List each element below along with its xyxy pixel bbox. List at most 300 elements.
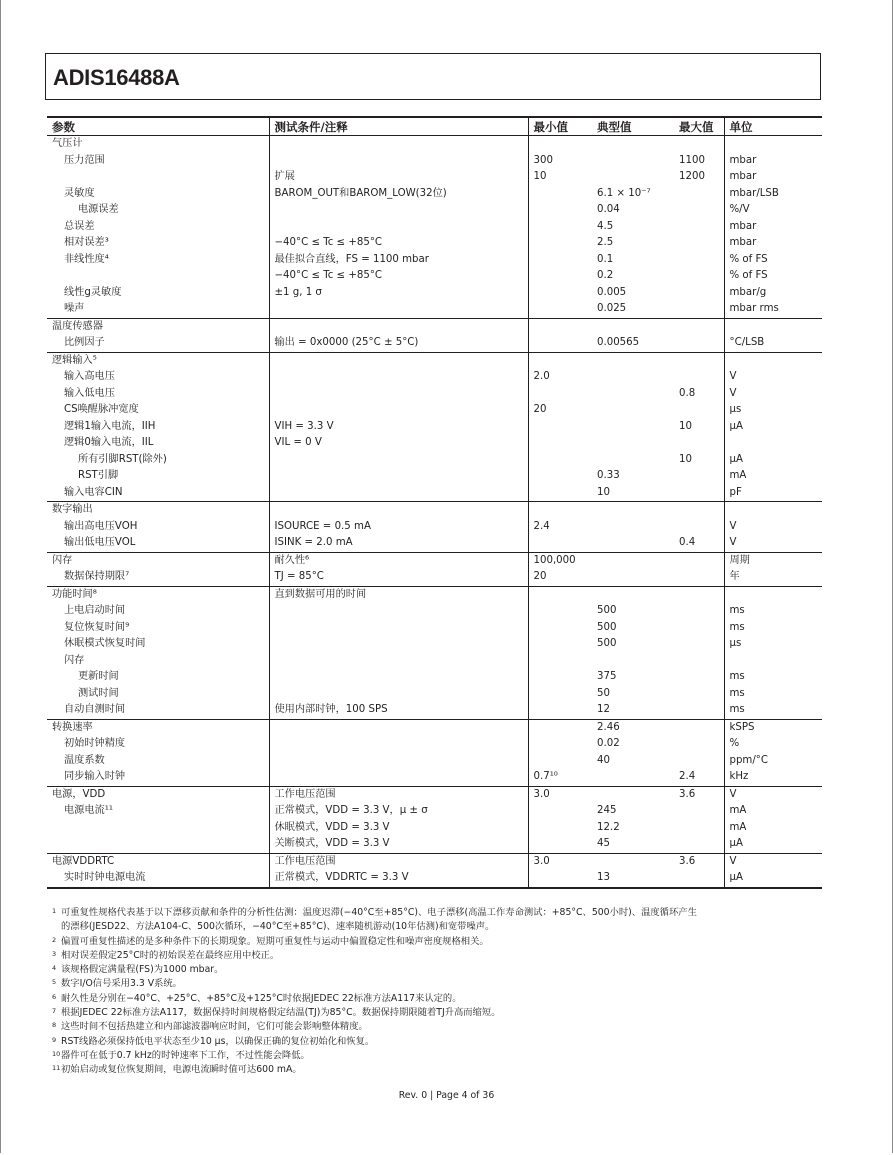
cell-unit: % of FS [724,268,822,285]
cell-parameter [47,836,269,853]
table-row [47,569,822,586]
cell-conditions: VIL = 0 V [269,435,528,452]
cell-typ [592,586,674,603]
cell-unit: mbar/LSB [724,186,822,203]
cell-conditions: ISINK = 2.0 mA [269,535,528,552]
table-row [47,836,822,853]
table-row [47,769,822,786]
cell-typ [592,386,674,403]
cell-unit: V [724,535,822,552]
cell-min: 2.0 [528,369,592,386]
cell-conditions [269,202,528,219]
cell-typ: 0.005 [597,286,627,298]
table-row [47,268,822,285]
cell-max [674,870,724,888]
cell-typ: 375 [597,671,617,682]
cell-min [528,318,592,335]
cell-parameter: 比例因子 [47,335,269,352]
footnote [52,1006,832,1020]
cell-min [528,686,592,703]
table-row [47,620,822,637]
cell-typ [592,653,674,670]
cell-parameter: 休眠模式恢复时间 [64,638,146,649]
cell-typ: 50 [597,687,610,699]
footnote-text: 初始启动或复位恢复期间，电源电流瞬时值可达600 mA。 [61,1064,302,1076]
cell-max: 1200 [679,171,705,182]
table-row [47,535,822,552]
cell-min [528,186,592,203]
cell-unit: mA [724,820,822,837]
cell-typ [592,169,674,186]
cell-min [528,136,592,153]
cell-max: 0.8 [679,387,696,399]
cell-typ [592,519,674,536]
cell-parameter: CS唤醒脉冲宽度 [64,404,139,415]
table-row [47,186,822,203]
cell-parameter: 线性g灵敏度 [64,286,122,298]
cell-parameter: 数据保持期限⁷ [47,569,269,586]
cell-parameter: 输出低电压VOL [47,535,269,552]
cell-conditions [269,620,528,637]
cell-min [528,452,592,469]
cell-parameter [47,169,269,186]
footnote-text: 器件可在低于0.7 kHz的时钟速率下工作，不过性能会降低。 [61,1049,310,1061]
cell-min [528,386,592,403]
cell-max [674,235,724,252]
cell-unit: mbar/g [724,285,822,302]
cell-unit: mbar [724,219,822,236]
cell-min [528,719,592,736]
cell-unit: V [724,853,822,870]
footnote-text: 根据JEDEC 22标准方法A117，数据保持时间规格假定结温(TJ)为85°C。数据保持期限随着TJ升高而缩短。 [61,1007,501,1019]
cell-parameter: 闪存 [64,654,85,666]
cell-unit [724,318,822,335]
col-header-parameter: 参数 [47,117,269,136]
document-title: ADIS16488A [53,65,180,90]
table-row [47,636,822,653]
cell-typ: 0.33 [597,470,620,481]
cell-max [674,136,724,153]
cell-unit: 周期 [724,552,822,569]
cell-max [674,468,724,485]
footnote [52,963,832,977]
cell-conditions [269,736,528,753]
cell-max [674,402,724,419]
cell-parameter: 输出高电压VOH [64,520,138,532]
footnote-number: 11 [52,1064,61,1073]
cell-unit: kSPS [724,719,822,736]
cell-min [528,352,592,369]
cell-max [674,586,724,603]
cell-unit: % [724,736,822,753]
cell-unit: ppm/°C [724,753,822,770]
cell-typ: 6.1 × 10⁻⁷ [597,187,651,199]
cell-max [674,569,724,586]
cell-conditions [269,318,528,335]
table-row [47,853,822,870]
cell-min [528,301,592,318]
cell-typ: 500 [597,638,617,649]
cell-unit: mbar rms [724,301,822,318]
table-row [47,235,822,252]
cell-conditions: −40°C ≤ Tc ≤ +85°C [269,268,528,285]
col-header-conditions: 测试条件/注释 [269,117,528,136]
cell-unit [724,653,822,670]
cell-conditions: 扩展 [269,169,528,186]
cell-parameter: 同步输入时钟 [47,769,269,786]
footnote-text: 偏置可重复性描述的是多种条件下的长期现象。短期可重复性与运动中偏置稳定性和噪声密度规格相关。 [61,935,489,947]
cell-min [528,803,592,820]
footnote-number: 1 [52,907,57,915]
table-row [47,485,822,502]
cell-conditions: 最佳拟合直线，FS = 1100 mbar [269,252,528,269]
cell-conditions [269,219,528,236]
footnote-text: 的漂移(JESD22、方法A104-C、500次循环，−40°C至+85°C)、速率随机游动(10年估测)和宽带噪声。 [61,921,495,933]
cell-unit: ms [724,620,822,637]
cell-unit: % of FS [724,252,822,269]
cell-conditions [269,502,528,519]
cell-min [528,235,592,252]
footnote-number: 9 [52,1035,57,1044]
cell-unit: µs [724,402,822,419]
cell-conditions: ±1 g, 1 σ [269,285,528,302]
cell-max [674,736,724,753]
cell-parameter: 总误差 [64,220,95,232]
cell-conditions [269,686,528,703]
cell-unit: mbar [724,169,822,186]
cell-max [674,318,724,335]
footnote-text: RST线路必须保持低电平状态至少10 µs，以确保正确的复位初始化和恢复。 [61,1035,375,1047]
cell-parameter: 实时时钟电源电流 [47,870,269,888]
cell-min: 0.7¹⁰ [528,769,592,786]
cell-unit: V [724,786,822,803]
footnote-text: 这些时间不包括热建立和内部滤波器响应时间，它们可能会影响整体精度。 [61,1021,368,1033]
cell-parameter: 温度系数 [64,754,105,766]
footnote-number: 2 [52,935,57,944]
cell-parameter: RST引脚 [78,470,119,481]
table-row [47,586,822,603]
footnote [52,1063,832,1077]
cell-max [674,268,724,285]
footnote [52,1049,832,1063]
cell-max: 0.4 [674,535,724,552]
cell-parameter: 测试时间 [78,687,119,699]
table-row [47,318,822,335]
footnote [52,906,832,920]
table-row [47,369,822,386]
cell-conditions [269,402,528,419]
cell-parameter: 输入电容CIN [47,485,269,502]
cell-min: 3.0 [528,786,592,803]
cell-parameter: 相对误差³ [64,237,109,248]
footnote-text: 耐久性是分别在−40°C、+25°C、+85°C及+125°C时依据JEDEC 22标准方法A117来认定的。 [61,992,462,1004]
table-row [47,468,822,485]
cell-max [674,603,724,620]
footnote [52,992,832,1006]
table-row [47,335,822,352]
table-row [47,669,822,686]
cell-conditions: BAROM_OUT和BAROM_LOW(32位) [269,186,528,203]
cell-parameter: 初始时钟精度 [64,738,126,749]
cell-parameter: 自动自测时间 [47,702,269,719]
cell-typ: 0.1 [597,253,614,265]
cell-max [674,669,724,686]
table-row [47,803,822,820]
cell-typ: 45 [592,836,674,853]
cell-max [674,753,724,770]
cell-typ: 4.5 [597,220,614,232]
cell-parameter: 功能时间⁸ [52,588,97,600]
cell-conditions [269,636,528,653]
cell-max [674,803,724,820]
cell-unit: ms [724,669,822,686]
cell-conditions: TJ = 85°C [269,569,528,586]
page-footer: Rev. 0 | Page 4 of 36 [398,1090,495,1101]
cell-parameter [47,820,269,837]
footnote [52,977,832,991]
cell-max [674,519,724,536]
cell-max [674,435,724,452]
cell-min: 3.0 [528,853,592,870]
cell-unit: µs [724,636,822,653]
cell-max: 3.6 [679,788,696,800]
cell-typ: 0.04 [597,204,620,215]
cell-typ: 0.2 [597,270,614,281]
cell-min [528,836,592,853]
cell-max: 3.6 [679,855,696,867]
cell-max: 2.4 [674,769,724,786]
cell-parameter: 输入低电压 [64,387,115,399]
cell-parameter: 灵敏度 [64,187,95,199]
cell-typ: 500 [597,605,617,616]
cell-min [528,653,592,670]
cell-parameter: 噪声 [47,301,269,318]
cell-unit: V [724,369,822,386]
cell-min [528,669,592,686]
table-row [47,719,822,736]
cell-unit [724,586,822,603]
footnote-text: 相对误差假定25°C时的初始误差在最终应用中校正。 [61,949,280,961]
cell-min: 300 [528,153,592,170]
col-header-min: 最小值 [528,117,592,136]
cell-typ: 2.46 [597,721,620,733]
cell-parameter: 复位恢复时间⁹ [64,621,130,633]
cell-unit: kHz [724,769,822,786]
table-row [47,786,822,803]
cell-typ: 2.5 [597,237,614,248]
cell-typ: 13 [592,870,674,888]
cell-unit: ms [724,603,822,620]
cell-conditions: 正常模式，VDD = 3.3 V，μ ± σ [269,803,528,820]
footnote [52,949,832,963]
table-row [47,686,822,703]
cell-typ [592,502,674,519]
cell-unit: ms [724,686,822,703]
cell-typ [592,369,674,386]
cell-unit: mbar [724,235,822,252]
table-row [47,169,822,186]
cell-typ [592,352,674,369]
cell-conditions: 休眠模式，VDD = 3.3 V [269,820,528,837]
table-row [47,653,822,670]
cell-max [674,369,724,386]
cell-typ [592,853,674,870]
cell-min [528,335,592,352]
cell-parameter [47,268,269,285]
col-header-typ: 典型值 [592,117,674,136]
cell-unit [724,136,822,153]
cell-max [674,653,724,670]
table-row [47,202,822,219]
footnote-number: 10 [52,1049,61,1058]
cell-parameter: 输入高电压 [64,371,115,382]
cell-parameter: 逻辑输入⁵ [52,354,97,366]
footnote-number: 8 [52,1021,57,1030]
cell-parameter: 非线性度⁴ [64,253,109,265]
cell-typ: 500 [597,621,617,633]
cell-typ: 10 [592,485,674,502]
cell-unit: pF [724,485,822,502]
footnote-number: 5 [52,978,57,987]
cell-unit: µA [724,870,822,888]
table-row [47,820,822,837]
cell-unit [724,352,822,369]
cell-max [674,719,724,736]
cell-unit: %/V [724,202,822,219]
cell-conditions: −40°C ≤ Tc ≤ +85°C [269,235,528,252]
table-row [47,753,822,770]
cell-unit [724,435,822,452]
cell-unit: µA [724,452,822,469]
cell-max: 10 [679,420,692,432]
table-row [47,301,822,318]
cell-conditions [269,369,528,386]
cell-parameter: 逻辑0输入电流，IIL [64,437,154,448]
cell-min: 100,000 [528,552,592,569]
cell-conditions [269,386,528,403]
cell-max [674,485,724,502]
cell-typ [592,452,674,469]
cell-max [674,352,724,369]
cell-max: 10 [679,453,692,465]
cell-parameter: 电源VDDRTC [52,855,115,867]
cell-conditions [269,468,528,485]
cell-unit: °C/LSB [724,335,822,352]
cell-min [528,219,592,236]
cell-typ: 0.02 [597,738,620,749]
cell-unit: V [724,519,822,536]
cell-typ [592,569,674,586]
cell-max [674,285,724,302]
cell-parameter: 逻辑1输入电流，IIH [64,420,156,432]
footnote [52,1020,832,1034]
cell-typ [592,136,674,153]
cell-min: 20 [528,402,592,419]
cell-min [528,202,592,219]
cell-min [528,603,592,620]
cell-conditions [269,485,528,502]
col-header-unit: 单位 [724,117,822,136]
cell-parameter: 气压计 [52,138,83,149]
cell-typ [592,552,674,569]
footnote-text: 可重复性规格代表基于以下漂移贡献和条件的分析性估测：温度迟滞(−40°C至+85°C)、电子漂移(高温工作寿命测试：+85°C、500小时)、温度循环产生 [61,907,697,918]
cell-conditions: 直到数据可用的时间 [269,586,528,603]
table-row [47,153,822,170]
cell-typ [592,318,674,335]
specifications-table [47,116,822,889]
cell-min [528,753,592,770]
cell-unit: mA [724,803,822,820]
table-row [47,502,822,519]
cell-max [674,301,724,318]
table-row [47,519,822,536]
cell-conditions: 输出 = 0x0000 (25°C ± 5°C) [269,335,528,352]
cell-typ [592,769,674,786]
table-row [47,435,822,452]
cell-unit: ms [724,702,822,719]
cell-max: 1100 [679,154,705,166]
table-row [47,402,822,419]
cell-parameter: 电源，VDD [52,788,106,800]
cell-typ [592,419,674,436]
cell-conditions [269,452,528,469]
cell-conditions: 工作电压范围 [269,853,528,870]
cell-conditions: 正常模式，VDDRTC = 3.3 V [269,870,528,888]
footnotes [52,906,832,1078]
cell-conditions [269,603,528,620]
footnote-text: 该规格假定满量程(FS)为1000 mbar。 [61,964,224,976]
cell-min [528,419,592,436]
cell-max [674,186,724,203]
cell-min: 10 [528,169,592,186]
cell-max [674,636,724,653]
cell-parameter: 数字输出 [52,504,93,515]
table-row [47,452,822,469]
table-row [47,285,822,302]
cell-typ [592,435,674,452]
table-row [47,419,822,436]
cell-parameter: 更新时间 [78,671,119,682]
footnote [52,935,832,949]
cell-max [674,219,724,236]
cell-parameter: 电源电流¹¹ [64,805,113,816]
cell-min [528,268,592,285]
cell-min [528,620,592,637]
cell-conditions: VIH = 3.3 V [269,419,528,436]
table-row [47,219,822,236]
col-header-max: 最大值 [674,117,724,136]
cell-min [528,702,592,719]
cell-unit: mA [724,468,822,485]
header-box [45,53,821,100]
cell-min [528,586,592,603]
cell-typ: 245 [597,805,617,816]
cell-min [528,502,592,519]
cell-conditions: 工作电压范围 [269,786,528,803]
cell-parameter: 上电启动时间 [64,605,126,616]
cell-max [674,836,724,853]
cell-conditions [269,769,528,786]
cell-unit: µA [724,836,822,853]
cell-min [528,435,592,452]
cell-parameter: 闪存 [52,554,73,566]
cell-max [674,502,724,519]
cell-max [674,335,724,352]
footnote-number: 4 [52,964,57,973]
cell-typ [592,786,674,803]
cell-max [674,686,724,703]
footnote-number: 7 [52,1007,57,1016]
